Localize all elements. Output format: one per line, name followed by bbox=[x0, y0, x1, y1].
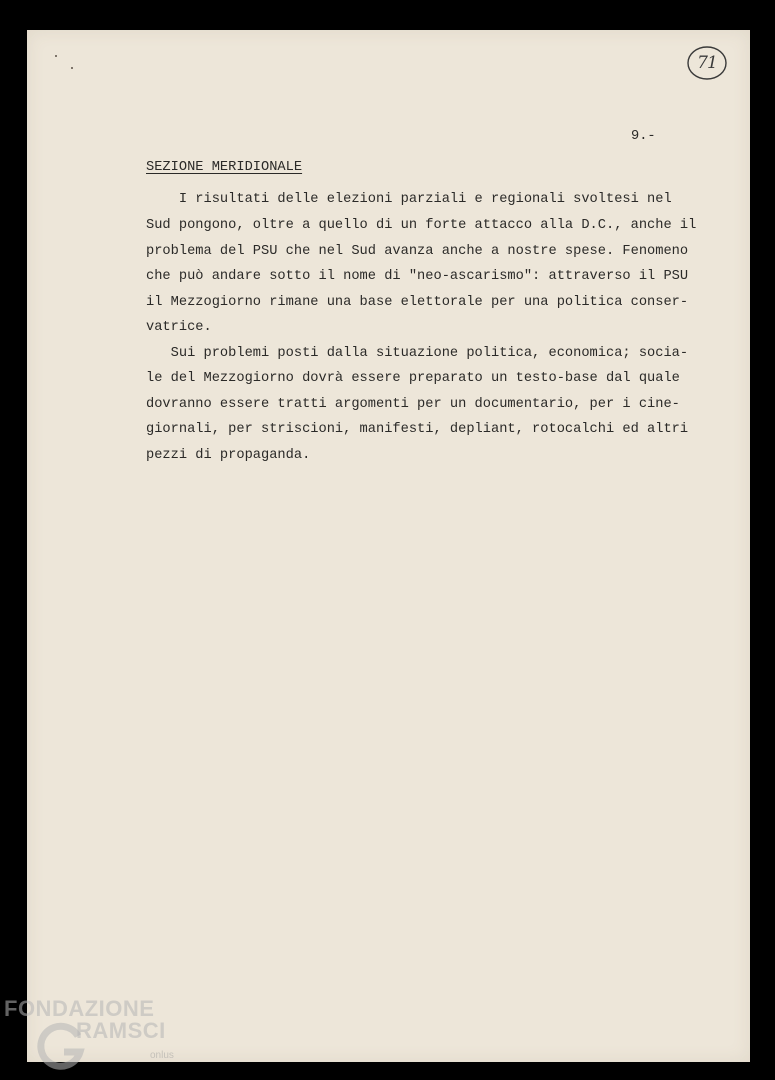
section-heading: SEZIONE MERIDIONALE bbox=[146, 160, 303, 175]
paper-speck bbox=[71, 67, 73, 69]
body-line: il Mezzogiorno rimane una base elettorale per una politica conser- bbox=[146, 295, 689, 310]
page-number: 9.- bbox=[631, 129, 656, 144]
body-line: Sud pongono, oltre a quello di un forte attacco alla D.C., anche il bbox=[146, 218, 697, 233]
body-line: dovranno essere tratti argomenti per un documentario, per i cine- bbox=[146, 397, 680, 412]
body-line: pezzi di propaganda. bbox=[146, 448, 311, 463]
fondazione-logo bbox=[4, 996, 194, 1076]
paper-sheet bbox=[27, 30, 750, 1062]
body-line: I risultati delle elezioni parziali e regionali svoltesi nel bbox=[146, 192, 672, 207]
body-line: che può andare sotto il nome di "neo-ascarismo": attraverso il PSU bbox=[146, 269, 689, 284]
body-line: vatrice. bbox=[146, 320, 212, 335]
body-line: le del Mezzogiorno dovrà essere preparato un testo-base dal quale bbox=[146, 371, 680, 386]
body-line: giornali, per striscioni, manifesti, depliant, rotocalchi ed altri bbox=[146, 422, 689, 437]
body-line: problema del PSU che nel Sud avanza anche a nostre spese. Fenomeno bbox=[146, 244, 689, 259]
logo-sub: onlus bbox=[150, 1050, 174, 1061]
folio-number: 71 bbox=[697, 53, 717, 73]
body-line: Sui problemi posti dalla situazione politica, economica; socia- bbox=[146, 346, 689, 361]
logo-line1: FONDAZIONE bbox=[4, 996, 155, 1021]
paper-speck bbox=[55, 55, 57, 57]
logo-line2: RAMSCI bbox=[76, 1018, 166, 1043]
folio-stamp bbox=[686, 44, 728, 82]
